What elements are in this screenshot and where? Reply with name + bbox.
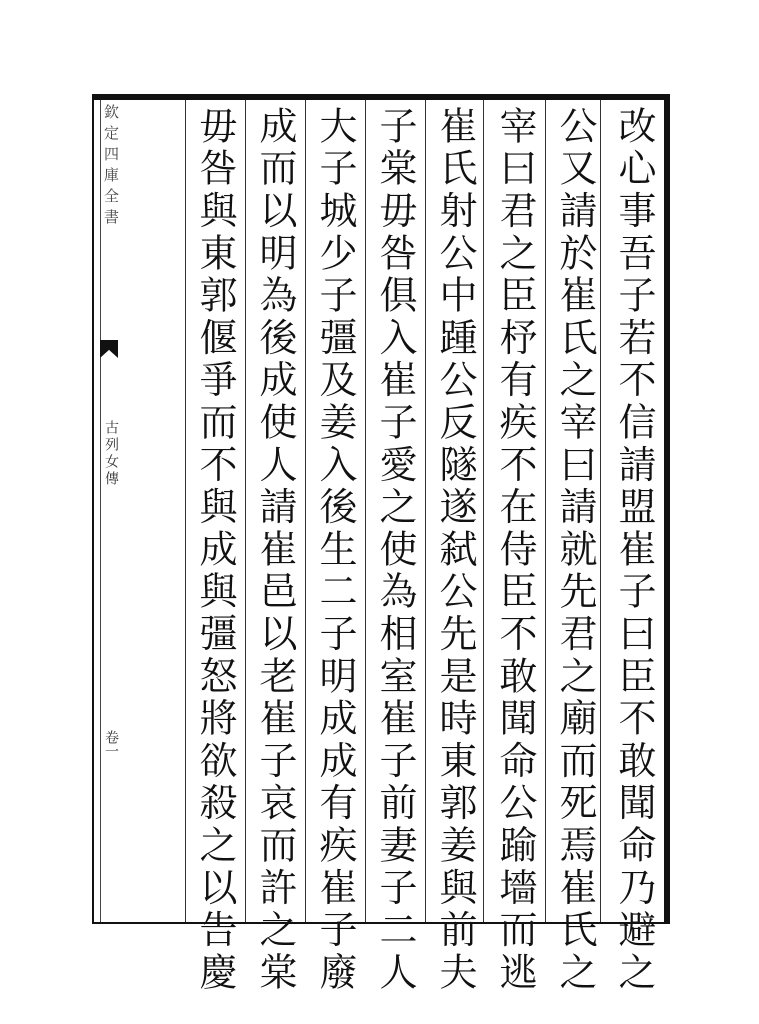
column-divider xyxy=(245,100,246,922)
text-column-4: 崔氏射公中踵公反隧遂弑公先是時東郭姜與前夫 xyxy=(433,106,477,995)
column-divider xyxy=(185,100,186,922)
column-divider xyxy=(305,100,306,922)
text-column-2: 公又請於崔氏之宰曰請就先君之廟而死焉崔氏之 xyxy=(553,106,597,995)
column-divider xyxy=(483,100,484,922)
frame-left-border xyxy=(92,94,94,924)
column-divider xyxy=(545,100,546,922)
text-column-6: 大子城少子彊及姜入後生二子明成成有疾崔子廢 xyxy=(313,106,357,995)
margin-title: 欽定四庫全書 xyxy=(102,104,120,230)
text-column-7: 成而以明為後成使人請崔邑以老崔子哀而許之棠 xyxy=(253,106,297,995)
text-column-8: 毋咎與東郭偃爭而不與成與彊怒將欲殺之以告慶 xyxy=(193,106,237,995)
column-divider xyxy=(365,100,366,922)
text-column-5: 子棠毋咎俱入崔子愛之使為相室崔子前妻子二人 xyxy=(373,106,417,995)
column-divider xyxy=(425,100,426,922)
text-column-1: 改心事吾子若不信請盟崔子曰臣不敢聞命乃避之 xyxy=(612,106,656,995)
margin-page-label: 卷一 xyxy=(103,730,119,758)
text-column-3: 宰曰君之臣杼有疾不在侍臣不敢聞命公踰墻而逃 xyxy=(493,106,537,995)
frame-right-border xyxy=(664,94,670,924)
margin-book-title: 古列女傳 xyxy=(103,420,119,488)
